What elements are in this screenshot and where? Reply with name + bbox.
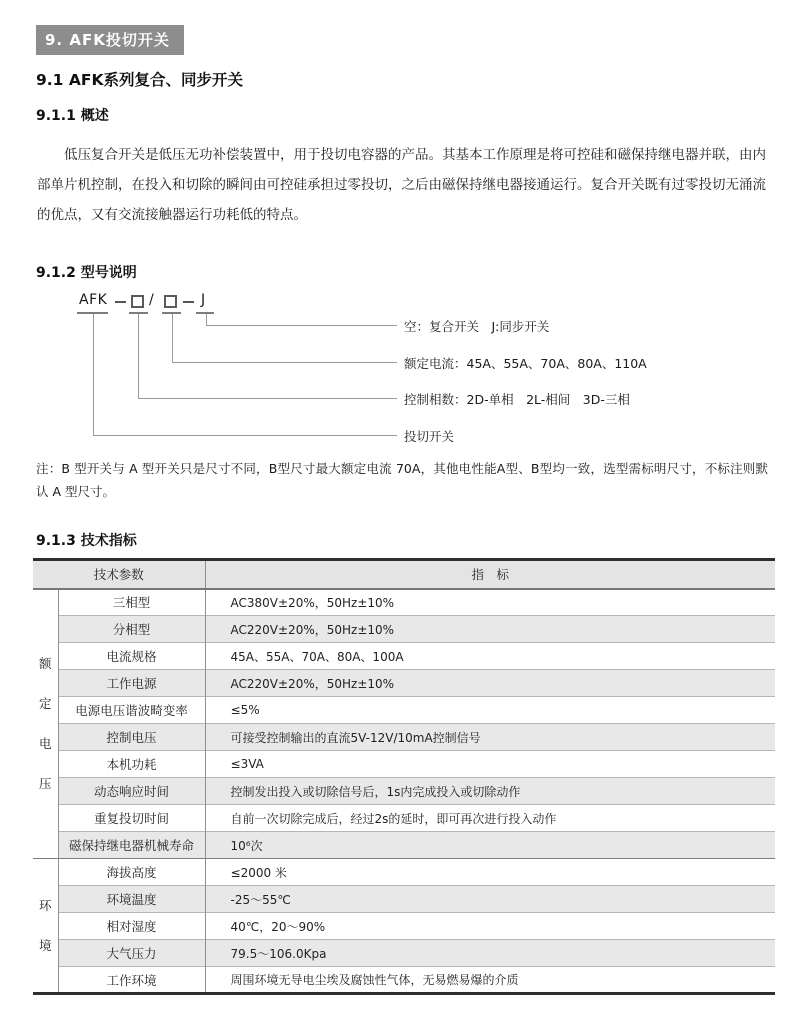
table-row xyxy=(33,886,775,913)
param-cell: 三相型 xyxy=(58,589,205,616)
value-cell: 45A、55A、70A、80A、100A xyxy=(205,643,775,670)
param-cell: 重复投切时间 xyxy=(58,805,205,832)
table-row xyxy=(33,832,775,859)
value-cell: AC220V±20%，50Hz±10% xyxy=(205,616,775,643)
param-cell: 相对湿度 xyxy=(58,913,205,940)
param-cell: 分相型 xyxy=(58,616,205,643)
table-row xyxy=(33,967,775,994)
model-code-suffix: J xyxy=(201,292,206,308)
group-label-rated-voltage xyxy=(33,589,58,859)
connector-hline xyxy=(172,362,397,363)
param-cell: 工作电源 xyxy=(58,670,205,697)
param-cell: 环境温度 xyxy=(58,886,205,913)
group-label-text: 环境 xyxy=(39,897,52,953)
table-row xyxy=(33,778,775,805)
table-row xyxy=(33,913,775,940)
value-cell: 控制发出投入或切除信号后，1s内完成投入或切除动作 xyxy=(205,778,775,805)
dash-line xyxy=(115,301,126,303)
table-row xyxy=(33,859,775,886)
value-cell: AC380V±20%，50Hz±10% xyxy=(205,589,775,616)
diagram-label-type: 空：复合开关 J:同步开关 xyxy=(404,319,550,334)
connector-vline xyxy=(138,314,139,398)
column-header-param: 技术参数 xyxy=(33,560,205,589)
section-title: 9.1 AFK系列复合、同步开关 xyxy=(36,71,243,89)
table-row xyxy=(33,805,775,832)
table-row xyxy=(33,616,775,643)
diagram-label-current: 额定电流：45A、55A、70A、80A、110A xyxy=(404,356,647,371)
connector-hline xyxy=(138,398,397,399)
param-cell: 电流规格 xyxy=(58,643,205,670)
group-label-text: 额定电压 xyxy=(39,655,52,791)
model-code-prefix: AFK xyxy=(79,292,108,308)
model-code-slash: / xyxy=(149,292,155,308)
value-cell: 79.5～106.0Kpa xyxy=(205,940,775,967)
underline-suffix xyxy=(196,312,214,314)
model-code-diagram xyxy=(0,284,800,456)
table-row xyxy=(33,670,775,697)
value-cell: 可接受控制输出的直流5V-12V/10mA控制信号 xyxy=(205,724,775,751)
connector-hline xyxy=(206,325,397,326)
table-header-row xyxy=(33,560,775,589)
param-cell: 大气压力 xyxy=(58,940,205,967)
overview-heading: 9.1.1 概述 xyxy=(36,108,109,124)
param-cell: 工作环境 xyxy=(58,967,205,994)
diagram-label-phases: 控制相数：2D-单相 2L-相间 3D-三相 xyxy=(404,392,630,407)
column-header-indicator: 指 标 xyxy=(205,560,775,589)
value-cell: ≤5% xyxy=(205,697,775,724)
dash-line xyxy=(183,301,194,303)
value-cell: 10⁶次 xyxy=(205,832,775,859)
value-cell: 40℃，20～90% xyxy=(205,913,775,940)
diagram-label-switch: 投切开关 xyxy=(404,429,455,444)
table-row xyxy=(33,940,775,967)
param-cell: 海拔高度 xyxy=(58,859,205,886)
specs-heading: 9.1.3 技术指标 xyxy=(36,533,137,549)
connector-vline xyxy=(172,314,173,362)
section-header: 9. AFK投切开关 xyxy=(36,25,184,55)
connector-hline xyxy=(93,435,397,436)
group-label-environment xyxy=(33,859,58,994)
table-row xyxy=(33,697,775,724)
placeholder-box-phase xyxy=(164,295,177,308)
value-cell: ≤2000 米 xyxy=(205,859,775,886)
specs-table xyxy=(33,558,775,995)
table-row xyxy=(33,724,775,751)
param-cell: 控制电压 xyxy=(58,724,205,751)
placeholder-box-current xyxy=(131,295,144,308)
connector-vline xyxy=(206,314,207,325)
value-cell: 周围环境无导电尘埃及腐蚀性气体，无易燃易爆的介质 xyxy=(205,967,775,994)
overview-paragraph: 低压复合开关是低压无功补偿装置中，用于投切电容器的产品。其基本工作原理是将可控硅和磁保持继电器并联，由内部单片机控制，在投入和切除的瞬间由可控硅承担过零投切，之后由磁保持继电器接通运行。复合开关既有过零投切无涌流的优点，又有交流接触器运行功耗低的特点。 xyxy=(37,147,766,223)
model-note: 注：B 型开关与 A 型开关只是尺寸不同，B型尺寸最大额定电流 70A，其他电性能A型、B型均一致，选型需标明尺寸，不标注则默认 A 型尺寸。 xyxy=(36,461,768,499)
value-cell: 自前一次切除完成后，经过2s的延时，即可再次进行投入动作 xyxy=(205,805,775,832)
table-row xyxy=(33,751,775,778)
value-cell: ≤3VA xyxy=(205,751,775,778)
value-cell: AC220V±20%，50Hz±10% xyxy=(205,670,775,697)
param-cell: 本机功耗 xyxy=(58,751,205,778)
table-row xyxy=(33,589,775,616)
table-row xyxy=(33,643,775,670)
param-cell: 动态响应时间 xyxy=(58,778,205,805)
model-heading: 9.1.2 型号说明 xyxy=(36,265,137,281)
param-cell: 磁保持继电器机械寿命 xyxy=(58,832,205,859)
value-cell: -25～55℃ xyxy=(205,886,775,913)
connector-vline xyxy=(93,314,94,435)
param-cell: 电源电压谐波畸变率 xyxy=(58,697,205,724)
